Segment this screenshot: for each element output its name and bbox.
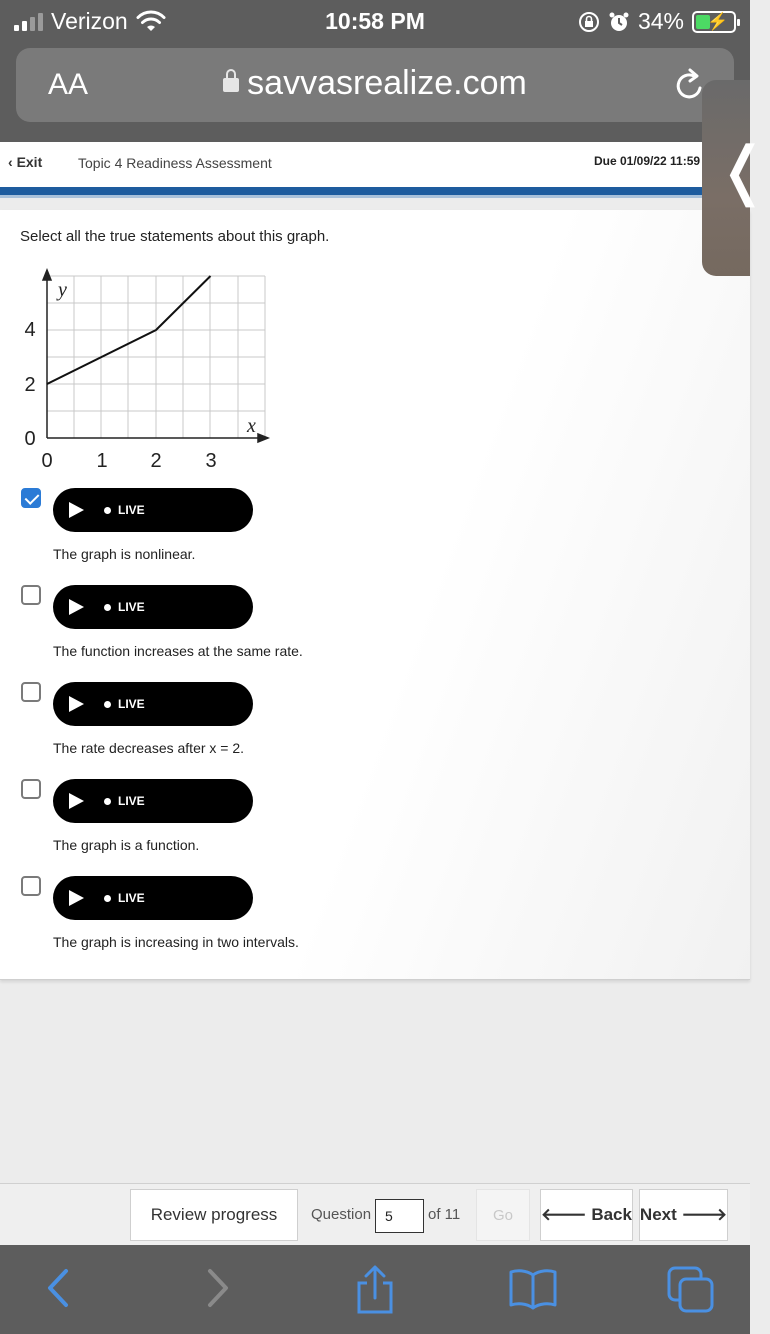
option-1-text: The graph is nonlinear. (53, 546, 196, 562)
header-divider-light (0, 195, 750, 198)
answer-option-4 (0, 779, 750, 876)
back-button[interactable] (540, 1189, 633, 1241)
live-label: LIVE (118, 891, 145, 905)
live-label: LIVE (118, 794, 145, 808)
browser-toolbar (0, 1245, 750, 1334)
share-icon[interactable] (352, 1265, 398, 1315)
text-size-button[interactable]: AA (48, 68, 89, 101)
browser-back-icon[interactable] (40, 1265, 76, 1311)
due-date: Due 01/09/22 11:59 (594, 154, 701, 168)
chevron-left-icon: ❬ (716, 134, 770, 206)
question-card (0, 210, 750, 980)
orientation-lock-icon (578, 11, 600, 33)
y-tick-2: 2 (24, 374, 36, 396)
url-text: savvasrealize.com (247, 64, 527, 102)
audio-player-5[interactable] (53, 876, 253, 920)
lock-icon (223, 78, 239, 92)
audio-player-4[interactable] (53, 779, 253, 823)
x-tick-2: 2 (150, 450, 162, 472)
audio-player-3[interactable] (53, 682, 253, 726)
option-4-checkbox[interactable] (21, 779, 41, 799)
audio-player-1[interactable] (53, 488, 253, 532)
y-tick-4: 4 (24, 319, 36, 341)
x-tick-3: 3 (205, 450, 217, 472)
live-dot-icon (104, 507, 111, 514)
play-icon[interactable] (69, 890, 84, 906)
back-label: Back (591, 1205, 632, 1224)
answer-option-2 (0, 585, 750, 682)
battery-icon: ⚡ (692, 11, 736, 33)
option-5-checkbox[interactable] (21, 876, 41, 896)
play-icon[interactable] (69, 696, 84, 712)
browser-forward-icon[interactable] (200, 1265, 236, 1311)
url-display[interactable] (16, 64, 734, 103)
answer-option-1 (0, 488, 750, 585)
x-axis-label: x (247, 415, 256, 437)
assessment-title: Topic 4 Readiness Assessment (78, 155, 272, 171)
y-tick-0: 0 (24, 428, 36, 450)
option-2-checkbox[interactable] (21, 585, 41, 605)
clock: 10:58 PM (325, 8, 425, 34)
status-right (578, 8, 736, 35)
side-panel-tab[interactable] (702, 80, 770, 276)
go-button[interactable]: Go (476, 1189, 530, 1241)
answer-option-5 (0, 876, 750, 973)
x-tick-1: 1 (96, 450, 108, 472)
alarm-icon (608, 11, 630, 33)
live-dot-icon (104, 604, 111, 611)
y-axis-label: y (58, 279, 67, 301)
live-dot-icon (104, 895, 111, 902)
arrow-left-icon: 🡐 (541, 1205, 592, 1224)
assessment-header (0, 142, 750, 187)
option-4-text: The graph is a function. (53, 837, 200, 853)
arrow-right-icon: 🡒 (676, 1205, 728, 1224)
option-1-checkbox[interactable] (21, 488, 41, 508)
question-navigation (0, 1183, 750, 1245)
live-dot-icon (104, 701, 111, 708)
play-icon[interactable] (69, 502, 84, 518)
question-total: of 11 (428, 1206, 461, 1223)
status-bar (0, 0, 750, 42)
option-3-checkbox[interactable] (21, 682, 41, 702)
x-tick-labels (41, 450, 216, 472)
exit-button[interactable] (8, 154, 42, 170)
question-label: Question (311, 1206, 372, 1223)
live-label: LIVE (118, 697, 145, 711)
next-button[interactable] (639, 1189, 728, 1241)
play-icon[interactable] (69, 599, 84, 615)
battery-percent: 34% (637, 8, 684, 34)
bookmarks-icon[interactable] (508, 1265, 558, 1311)
audio-player-2[interactable] (53, 585, 253, 629)
review-progress-button[interactable]: Review progress (130, 1189, 298, 1241)
header-divider (0, 187, 750, 195)
chevron-left-icon: ‹ (8, 154, 13, 170)
play-icon[interactable] (69, 793, 84, 809)
carrier-name: Verizon (51, 8, 128, 34)
live-dot-icon (104, 798, 111, 805)
grid (47, 276, 265, 438)
tabs-icon[interactable] (666, 1265, 716, 1315)
line-graph (14, 270, 274, 480)
answer-option-3 (0, 682, 750, 779)
address-bar[interactable] (16, 48, 734, 122)
option-2-text: The function increases at the same rate. (53, 643, 303, 659)
option-3-text: The rate decreases after x = 2. (53, 740, 245, 756)
question-prompt: Select all the true statements about this graph. (20, 228, 330, 245)
browser-chrome (0, 0, 750, 142)
exit-label: Exit (16, 154, 43, 170)
live-label: LIVE (118, 600, 145, 614)
option-5-text: The graph is increasing in two intervals. (53, 934, 299, 950)
live-label: LIVE (118, 503, 145, 517)
question-number-input[interactable]: 5 (375, 1199, 424, 1233)
x-tick-0: 0 (41, 450, 53, 472)
y-tick-labels (24, 319, 35, 450)
next-label: Next (639, 1205, 677, 1224)
